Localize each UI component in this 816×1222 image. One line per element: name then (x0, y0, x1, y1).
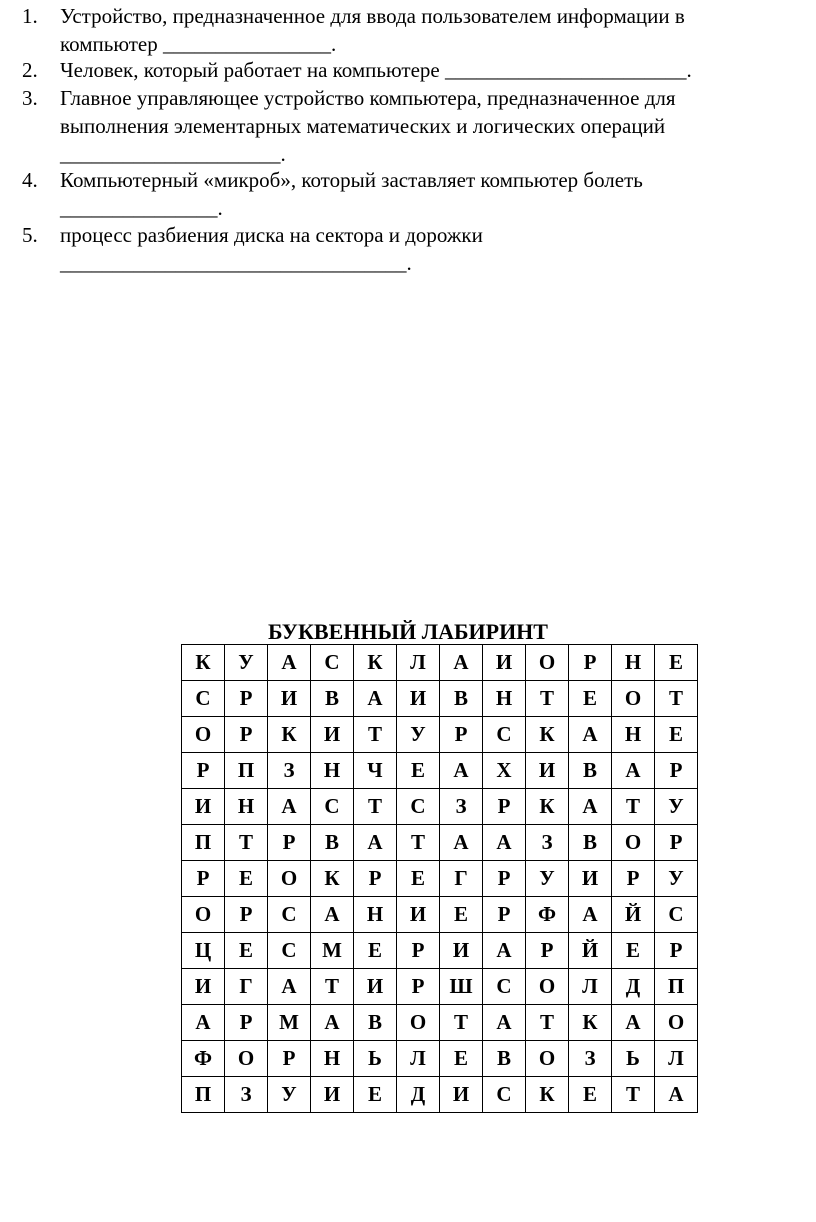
grid-cell: О (526, 645, 569, 681)
grid-cell: К (354, 645, 397, 681)
grid-cell: И (268, 681, 311, 717)
grid-cell: О (225, 1041, 268, 1077)
grid-cell: Е (569, 1077, 612, 1113)
grid-cell: К (569, 1005, 612, 1041)
grid-cell: Т (354, 789, 397, 825)
grid-cell: З (268, 753, 311, 789)
grid-cell: Л (397, 645, 440, 681)
grid-cell: Н (483, 681, 526, 717)
question-number: 4. (22, 168, 38, 192)
grid-cell: Е (655, 645, 698, 681)
grid-cell: А (354, 825, 397, 861)
grid-cell: У (655, 861, 698, 897)
grid-cell: Е (354, 1077, 397, 1113)
grid-cell: Ь (354, 1041, 397, 1077)
grid-row (182, 645, 698, 681)
grid-cell: Е (397, 861, 440, 897)
grid-cell: О (612, 825, 655, 861)
grid-row (182, 1005, 698, 1041)
grid-cell: Р (225, 897, 268, 933)
grid-cell: Х (483, 753, 526, 789)
grid-cell: О (182, 717, 225, 753)
grid-cell: Р (268, 825, 311, 861)
puzzle-title (0, 619, 816, 645)
grid-cell: Ч (354, 753, 397, 789)
grid-cell: Т (225, 825, 268, 861)
grid-cell: Р (397, 933, 440, 969)
grid-cell: Р (225, 717, 268, 753)
grid-cell: Е (569, 681, 612, 717)
grid-cell: Р (225, 1005, 268, 1041)
question-text: Человек, который работает на компьютере _______________________. (60, 58, 692, 82)
grid-cell: С (397, 789, 440, 825)
grid-cell: А (182, 1005, 225, 1041)
grid-cell: Ц (182, 933, 225, 969)
grid-cell: Е (440, 1041, 483, 1077)
grid-cell: Р (225, 681, 268, 717)
grid-cell: В (354, 1005, 397, 1041)
grid-cell: И (483, 645, 526, 681)
grid-cell: К (526, 717, 569, 753)
grid-cell: Р (268, 1041, 311, 1077)
grid-row (182, 717, 698, 753)
grid-cell: С (311, 645, 354, 681)
grid-cell: А (569, 897, 612, 933)
grid-cell: К (268, 717, 311, 753)
grid-cell: А (440, 825, 483, 861)
grid-cell: Р (612, 861, 655, 897)
grid-cell: Т (440, 1005, 483, 1041)
grid-cell: С (268, 933, 311, 969)
grid-row (182, 1041, 698, 1077)
grid-cell: Р (483, 861, 526, 897)
grid-row (182, 681, 698, 717)
grid-cell: В (311, 825, 354, 861)
grid-cell: У (655, 789, 698, 825)
letter-grid (181, 644, 698, 1113)
puzzle-title-text: БУКВЕННЫЙ ЛАБИРИНТ (268, 619, 548, 644)
grid-row (182, 933, 698, 969)
grid-cell: И (354, 969, 397, 1005)
question-number: 1. (22, 4, 38, 28)
grid-cell: Е (655, 717, 698, 753)
grid-cell: Н (354, 897, 397, 933)
grid-cell: А (268, 645, 311, 681)
grid-cell: Т (526, 681, 569, 717)
grid-cell: В (483, 1041, 526, 1077)
grid-cell: А (268, 969, 311, 1005)
question-number: 3. (22, 86, 38, 110)
grid-row (182, 753, 698, 789)
grid-cell: Р (655, 933, 698, 969)
question-text: _________________________________. (60, 251, 412, 275)
grid-cell: О (182, 897, 225, 933)
grid-cell: К (526, 789, 569, 825)
grid-cell: О (612, 681, 655, 717)
grid-cell: О (526, 969, 569, 1005)
grid-cell: А (569, 789, 612, 825)
grid-cell: Ь (612, 1041, 655, 1077)
grid-cell: Й (612, 897, 655, 933)
grid-cell: Е (397, 753, 440, 789)
grid-cell: А (483, 825, 526, 861)
grid-cell: А (655, 1077, 698, 1113)
grid-cell: О (655, 1005, 698, 1041)
grid-cell: И (397, 681, 440, 717)
grid-cell: З (526, 825, 569, 861)
grid-cell: Р (440, 717, 483, 753)
grid-cell: Н (225, 789, 268, 825)
grid-cell: К (182, 645, 225, 681)
grid-cell: С (268, 897, 311, 933)
grid-row (182, 861, 698, 897)
grid-cell: С (483, 717, 526, 753)
grid-cell: П (225, 753, 268, 789)
grid-row (182, 789, 698, 825)
grid-cell: А (483, 933, 526, 969)
grid-cell: Н (612, 717, 655, 753)
grid-cell: И (526, 753, 569, 789)
grid-cell: С (483, 969, 526, 1005)
grid-cell: Е (612, 933, 655, 969)
grid-cell: С (655, 897, 698, 933)
grid-cell: Ф (526, 897, 569, 933)
grid-cell: Р (483, 789, 526, 825)
grid-cell: Т (397, 825, 440, 861)
grid-cell: Л (569, 969, 612, 1005)
question-text: _______________. (60, 196, 223, 220)
grid-cell: Г (440, 861, 483, 897)
grid-cell: Ш (440, 969, 483, 1005)
question-text: компьютер ________________. (60, 32, 337, 56)
grid-cell: Е (440, 897, 483, 933)
grid-cell: Н (311, 753, 354, 789)
grid-cell: У (526, 861, 569, 897)
grid-row (182, 1077, 698, 1113)
grid-cell: Д (612, 969, 655, 1005)
grid-cell: П (182, 1077, 225, 1113)
question-text: _____________________. (60, 142, 286, 166)
grid-cell: П (182, 825, 225, 861)
grid-cell: О (526, 1041, 569, 1077)
grid-cell: Г (225, 969, 268, 1005)
question-text: Компьютерный «микроб», который заставляет компьютер болеть (60, 168, 643, 192)
grid-cell: Е (354, 933, 397, 969)
grid-cell: С (182, 681, 225, 717)
grid-cell: Е (225, 933, 268, 969)
grid-cell: З (225, 1077, 268, 1113)
grid-cell: А (268, 789, 311, 825)
grid-cell: В (569, 825, 612, 861)
grid-cell: Т (354, 717, 397, 753)
grid-row (182, 969, 698, 1005)
grid-row (182, 825, 698, 861)
grid-cell: Л (397, 1041, 440, 1077)
question-text: выполнения элементарных математических и логических операций (60, 114, 666, 138)
grid-cell: Н (612, 645, 655, 681)
grid-cell: В (311, 681, 354, 717)
question-number: 5. (22, 223, 38, 247)
grid-cell: В (569, 753, 612, 789)
grid-cell: А (354, 681, 397, 717)
grid-cell: И (440, 1077, 483, 1113)
grid-cell: П (655, 969, 698, 1005)
grid-cell: И (182, 789, 225, 825)
grid-cell: А (311, 897, 354, 933)
grid-cell: И (569, 861, 612, 897)
grid-cell: Р (655, 753, 698, 789)
grid-cell: М (311, 933, 354, 969)
grid-cell: Р (483, 897, 526, 933)
grid-cell: Т (612, 789, 655, 825)
grid-cell: Е (225, 861, 268, 897)
grid-cell: Р (569, 645, 612, 681)
grid-cell: И (311, 1077, 354, 1113)
grid-cell: Т (612, 1077, 655, 1113)
grid-cell: И (182, 969, 225, 1005)
grid-cell: А (440, 753, 483, 789)
grid-cell: А (311, 1005, 354, 1041)
grid-cell: А (612, 1005, 655, 1041)
grid-cell: А (569, 717, 612, 753)
grid-cell: Р (397, 969, 440, 1005)
grid-cell: О (268, 861, 311, 897)
grid-cell: Р (182, 753, 225, 789)
grid-cell: В (440, 681, 483, 717)
question-text: Главное управляющее устройство компьютера, предназначенное для (60, 86, 676, 110)
grid-cell: А (440, 645, 483, 681)
grid-cell: И (440, 933, 483, 969)
grid-cell: А (483, 1005, 526, 1041)
grid-cell: Р (526, 933, 569, 969)
grid-cell: И (311, 717, 354, 753)
grid-cell: Т (311, 969, 354, 1005)
question-text: процесс разбиения диска на сектора и дорожки (60, 223, 483, 247)
grid-cell: К (526, 1077, 569, 1113)
grid-cell: Д (397, 1077, 440, 1113)
grid-cell: К (311, 861, 354, 897)
grid-cell: Р (655, 825, 698, 861)
grid-cell: Т (526, 1005, 569, 1041)
grid-cell: У (397, 717, 440, 753)
grid-cell: Р (354, 861, 397, 897)
grid-cell: М (268, 1005, 311, 1041)
grid-cell: З (440, 789, 483, 825)
grid-cell: С (483, 1077, 526, 1113)
question-text: Устройство, предназначенное для ввода пользователем информации в (60, 4, 685, 28)
grid-cell: С (311, 789, 354, 825)
grid-cell: У (225, 645, 268, 681)
grid-row (182, 897, 698, 933)
grid-cell: А (612, 753, 655, 789)
grid-cell: Л (655, 1041, 698, 1077)
grid-cell: Ф (182, 1041, 225, 1077)
grid-cell: З (569, 1041, 612, 1077)
grid-cell: Р (182, 861, 225, 897)
grid-cell: Т (655, 681, 698, 717)
question-number: 2. (22, 58, 38, 82)
grid-cell: Й (569, 933, 612, 969)
grid-cell: Н (311, 1041, 354, 1077)
grid-cell: И (397, 897, 440, 933)
grid-cell: У (268, 1077, 311, 1113)
grid-cell: О (397, 1005, 440, 1041)
